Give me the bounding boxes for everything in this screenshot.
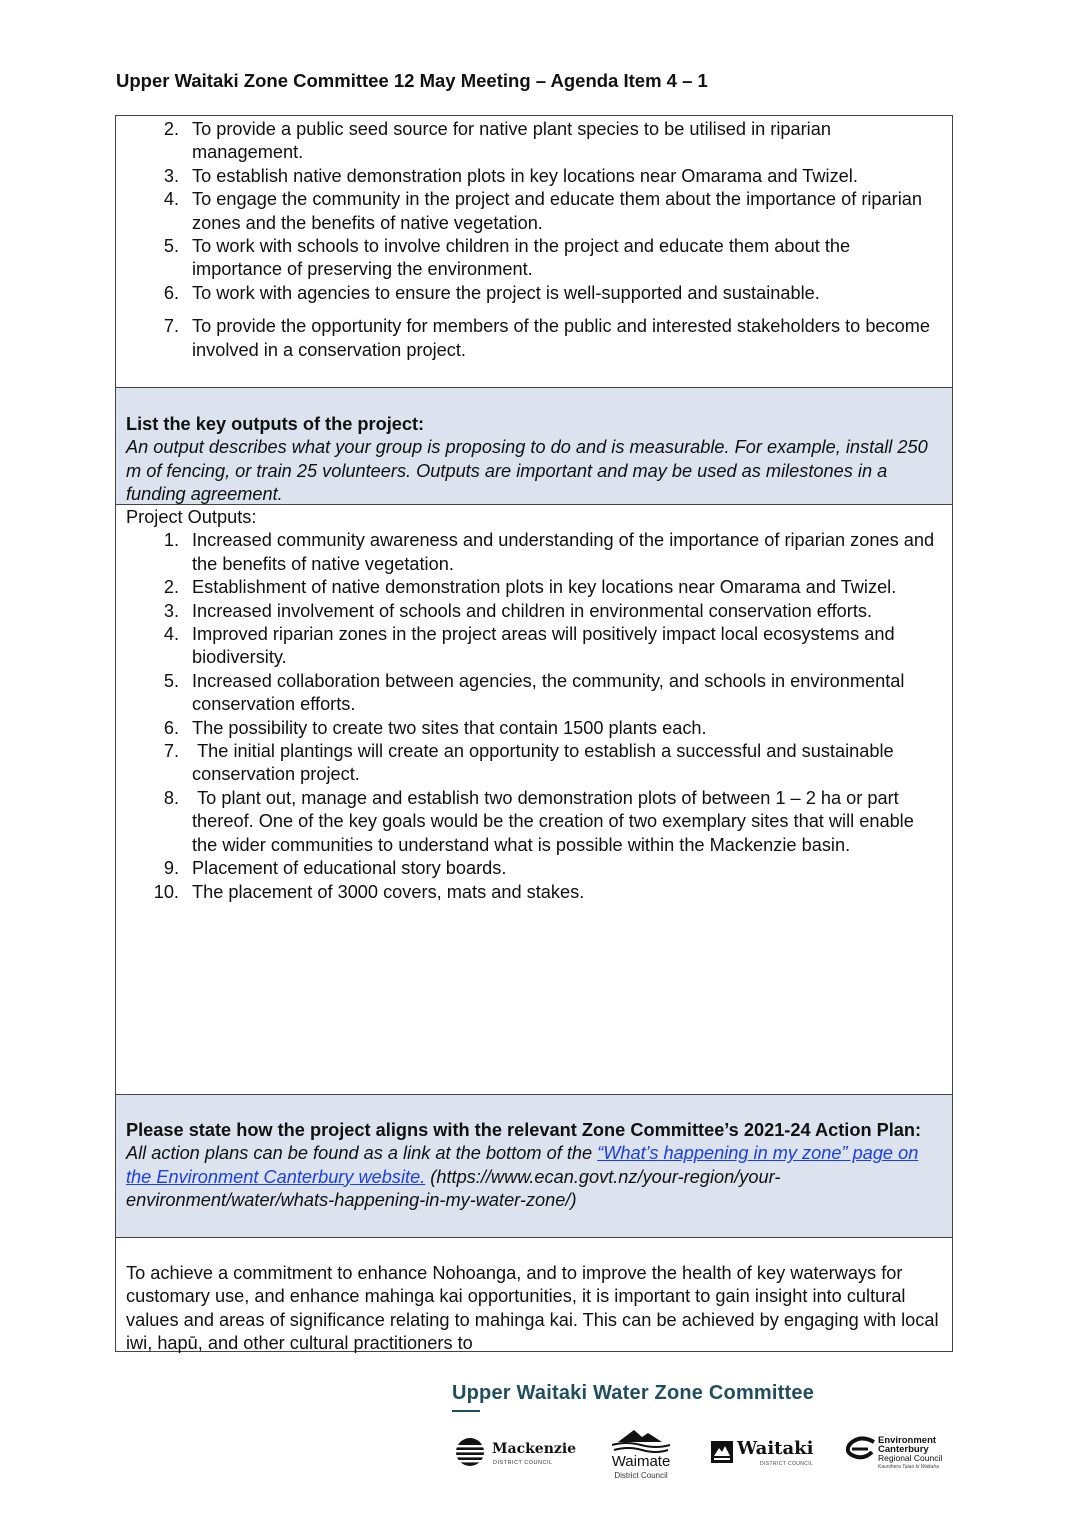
list-item [116, 600, 952, 623]
objectives-section [116, 116, 952, 387]
list-number: 9. [163, 858, 179, 879]
ecan-logo [846, 1428, 956, 1484]
list-number: 2. [163, 577, 179, 598]
list-number: 4. [163, 189, 179, 210]
list-number: 6. [163, 717, 179, 738]
waitaki-emblem-icon [710, 1440, 734, 1464]
alignment-answer-text: To achieve a commitment to enhance Nohoanga, and to improve the health of key waterways for customary use, and enhance mahinga kai opportunities, it is important to gain insight into cultural values and areas of significance relating to mahinga kai. This can be achieved by engaging with local iwi, hapū, and other cultural practitioners to [126, 1263, 939, 1354]
list-number: 3. [163, 165, 179, 186]
page-header: Upper Waitaki Zone Committee 12 May Meeting – Agenda Item 4 – 1 [116, 70, 708, 91]
list-item [116, 282, 952, 305]
list-item [116, 857, 952, 880]
waitaki-wordmark: Waitaki [737, 1438, 814, 1459]
mackenzie-subtitle: DISTRICT COUNCIL [493, 1460, 553, 1466]
list-text: Increased collaboration between agencies, the community, and schools in environmental conservation efforts. [192, 670, 905, 715]
application-form-table [115, 115, 953, 1352]
list-item [116, 670, 952, 717]
list-item [116, 529, 952, 576]
list-item [116, 188, 952, 235]
list-number: 6. [163, 282, 179, 303]
list-item [116, 787, 952, 857]
outputs-answer-section [116, 504, 952, 1094]
outputs-lead: Project Outputs: [126, 507, 257, 527]
list-item [116, 118, 952, 165]
outputs-list [116, 529, 952, 904]
objectives-list [116, 118, 952, 362]
list-text: Placement of educational story boards. [192, 858, 507, 879]
list-text: To work with agencies to ensure the project is well-supported and sustainable. [192, 282, 820, 303]
list-item [116, 315, 952, 362]
list-number: 3. [163, 600, 179, 621]
list-number: 1. [163, 530, 179, 551]
waimate-subtitle: District Council [614, 1471, 668, 1480]
list-number: 5. [163, 236, 179, 257]
list-item [116, 740, 952, 787]
list-item [116, 235, 952, 282]
list-text: To provide the opportunity for members of the public and interested stakeholders to become involved in a conservation project. [192, 316, 931, 360]
list-item [116, 576, 952, 599]
list-text: To plant out, manage and establish two demonstration plots of between 1 – 2 ha or part thereof. One of the key goals would be the creation of two exemplary sites that will enable the wider communities to understand what is possible within the Mackenzie basin. [192, 787, 919, 855]
footer-divider [452, 1410, 480, 1412]
waitaki-logo [708, 1428, 826, 1484]
alignment-prompt-section [116, 1094, 952, 1237]
alignment-desc-before: All action plans can be found as a link at the bottom of the [126, 1143, 598, 1164]
list-item [116, 881, 952, 904]
list-text: Improved riparian zones in the project areas will positively impact local ecosystems and biodiversity. [192, 624, 895, 668]
alignment-desc-after: (https://www.ecan.govt.nz/your-region/your-environment/water/whats-happening-in-my-water-zone/) [126, 1166, 781, 1211]
outputs-prompt-section [116, 387, 952, 504]
outputs-description: An output describes what your group is proposing to do and is measurable. For example, install 250 m of fencing, or train 25 volunteers. Outputs are important and may be used as milestones in a funding agreement. [126, 437, 928, 505]
list-text: The possibility to create two sites that contain 1500 plants each. [192, 717, 707, 738]
list-number: 4. [163, 624, 179, 645]
alignment-heading: Please state how the project aligns with the relevant Zone Committee’s 2021-24 Action Plan: [126, 1120, 922, 1140]
list-text: To provide a public seed source for native plant species to be utilised in riparian management. [192, 119, 831, 163]
list-text: The placement of 3000 covers, mats and stakes. [192, 881, 585, 902]
ecan-wordmark-line3: Regional Council [878, 1453, 943, 1463]
waimate-wordmark: Waimate [611, 1453, 671, 1470]
alignment-answer-section [116, 1237, 952, 1354]
mackenzie-wordmark: Mackenzie [492, 1441, 577, 1457]
list-number: 8. [163, 787, 179, 808]
ecan-swirl-icon [846, 1436, 876, 1462]
list-text: Increased involvement of schools and children in environmental conservation efforts. [192, 600, 873, 621]
list-text: Establishment of native demonstration plots in key locations near Omarama and Twizel. [192, 577, 897, 598]
ecan-wordmark-line4: Kaunihera Taiao ki Waitaha [878, 1464, 939, 1470]
outputs-heading: List the key outputs of the project: [126, 414, 425, 434]
waimate-mountain-icon [596, 1428, 686, 1454]
mackenzie-logo [452, 1428, 577, 1484]
list-item [116, 165, 952, 188]
list-text: To engage the community in the project and educate them about the importance of riparian zones and the benefits of native vegetation. [192, 189, 922, 233]
list-number: 7. [163, 316, 179, 337]
ecan-wordmark-line2: Canterbury [878, 1444, 929, 1455]
list-text: To establish native demonstration plots in key locations near Omarama and Twizel. [192, 165, 858, 186]
list-item [116, 717, 952, 740]
list-text: To work with schools to involve children in the project and educate them about the importance of preserving the environment. [192, 236, 851, 280]
list-text: Increased community awareness and understanding of the importance of riparian zones and the benefits of native vegetation. [192, 530, 935, 574]
list-number: 2. [163, 119, 179, 139]
list-item [116, 623, 952, 670]
list-number: 7. [163, 741, 179, 762]
alignment-description [126, 1142, 942, 1212]
footer-committee-title: Upper Waitaki Water Zone Committee [452, 1382, 815, 1404]
list-text: The initial plantings will create an opportunity to establish a successful and sustainable conservation project. [192, 741, 899, 785]
waimate-logo [596, 1428, 686, 1484]
list-number: 10. [153, 881, 179, 902]
ecan-website-link[interactable]: “What’s happening in my zone” page on the Environment Canterbury website. [126, 1143, 919, 1187]
list-number: 5. [163, 670, 179, 691]
waitaki-subtitle: DISTRICT COUNCIL [760, 1461, 814, 1467]
ecan-wordmark-line1: Environment [878, 1435, 937, 1446]
